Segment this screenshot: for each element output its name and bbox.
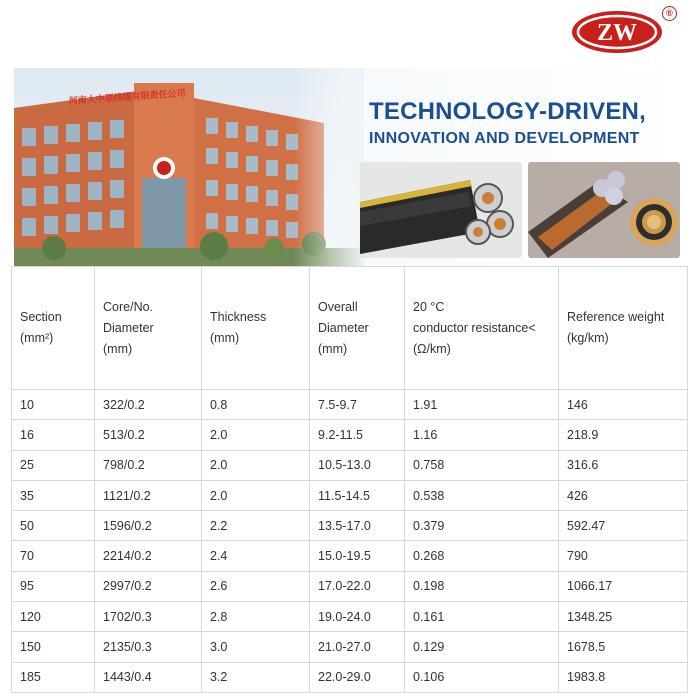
table-cell: 0.129 [405,632,559,662]
table-cell: 2.2 [202,511,310,541]
header-thickness: Thickness (mm) [202,267,310,390]
cable-photo-2 [528,162,680,258]
table-cell: 95 [12,571,95,601]
table-cell: 185 [12,662,95,692]
table-cell: 10 [12,390,95,420]
table-cell: 0.758 [405,450,559,480]
table-cell: 0.106 [405,662,559,692]
table-cell: 2997/0.2 [95,571,202,601]
table-cell: 218.9 [559,420,688,450]
table-cell: 798/0.2 [95,450,202,480]
table-cell: 21.0-27.0 [310,632,405,662]
table-cell: 1348.25 [559,602,688,632]
table-row [12,632,688,662]
table-cell: 790 [559,541,688,571]
table-cell: 0.8 [202,390,310,420]
table-cell: 19.0-24.0 [310,602,405,632]
registered-mark: ® [662,6,677,21]
table-cell: 120 [12,602,95,632]
table-cell: 1066.17 [559,571,688,601]
table-row [12,511,688,541]
header-section: Section (mm²) [12,267,95,390]
banner-headline [369,98,686,150]
table-cell: 17.0-22.0 [310,571,405,601]
table-cell: 1443/0.4 [95,662,202,692]
table-cell: 9.2-11.5 [310,420,405,450]
table-cell: 2.6 [202,571,310,601]
table-cell: 0.268 [405,541,559,571]
table-cell: 2135/0.3 [95,632,202,662]
table-row [12,480,688,510]
table-cell: 10.5-13.0 [310,450,405,480]
table-cell: 1.91 [405,390,559,420]
table-cell: 146 [559,390,688,420]
table-cell: 1983.8 [559,662,688,692]
table-cell: 70 [12,541,95,571]
table-cell: 3.2 [202,662,310,692]
headline-line-1: TECHNOLOGY-DRIVEN, [369,98,646,125]
header-reference-weight: Reference weight (kg/km) [559,267,688,390]
company-logo [570,9,664,55]
table-row [12,390,688,420]
cable-photo-1 [360,162,522,258]
table-cell: 2.0 [202,450,310,480]
table-row [12,541,688,571]
table-row [12,602,688,632]
table-cell: 322/0.2 [95,390,202,420]
table-cell: 7.5-9.7 [310,390,405,420]
table-cell: 0.538 [405,480,559,510]
cable-spec-table [11,266,688,693]
table-cell: 15.0-19.5 [310,541,405,571]
table-cell: 13.5-17.0 [310,511,405,541]
table-cell: 316.6 [559,450,688,480]
table-header-row [12,267,688,390]
logo-text: ZW [596,20,638,46]
table-cell: 2.4 [202,541,310,571]
table-row [12,571,688,601]
building-photo [14,68,364,266]
table-cell: 25 [12,450,95,480]
table-cell: 35 [12,480,95,510]
table-row [12,450,688,480]
table-cell: 3.0 [202,632,310,662]
table-cell: 1702/0.3 [95,602,202,632]
table-cell: 2.0 [202,480,310,510]
header-core-diameter: Core/No. Diameter (mm) [95,267,202,390]
table-cell: 22.0-29.0 [310,662,405,692]
table-cell: 1678.5 [559,632,688,662]
table-cell: 50 [12,511,95,541]
table-row [12,662,688,692]
headline-line-2: INNOVATION AND DEVELOPMENT [369,130,640,147]
table-cell: 426 [559,480,688,510]
table-cell: 592.47 [559,511,688,541]
table-cell: 0.161 [405,602,559,632]
table-cell: 1.16 [405,420,559,450]
table-cell: 0.198 [405,571,559,601]
table-cell: 1596/0.2 [95,511,202,541]
header-overall-diameter: Overall Diameter (mm) [310,267,405,390]
table-cell: 16 [12,420,95,450]
company-banner [14,68,686,266]
table-cell: 2.8 [202,602,310,632]
table-cell: 150 [12,632,95,662]
table-cell: 1121/0.2 [95,480,202,510]
table-cell: 11.5-14.5 [310,480,405,510]
table-cell: 513/0.2 [95,420,202,450]
header-conductor-resistance: 20 °C conductor resistance< (Ω/km) [405,267,559,390]
table-cell: 0.379 [405,511,559,541]
table-cell: 2.0 [202,420,310,450]
table-row [12,420,688,450]
table-cell: 2214/0.2 [95,541,202,571]
